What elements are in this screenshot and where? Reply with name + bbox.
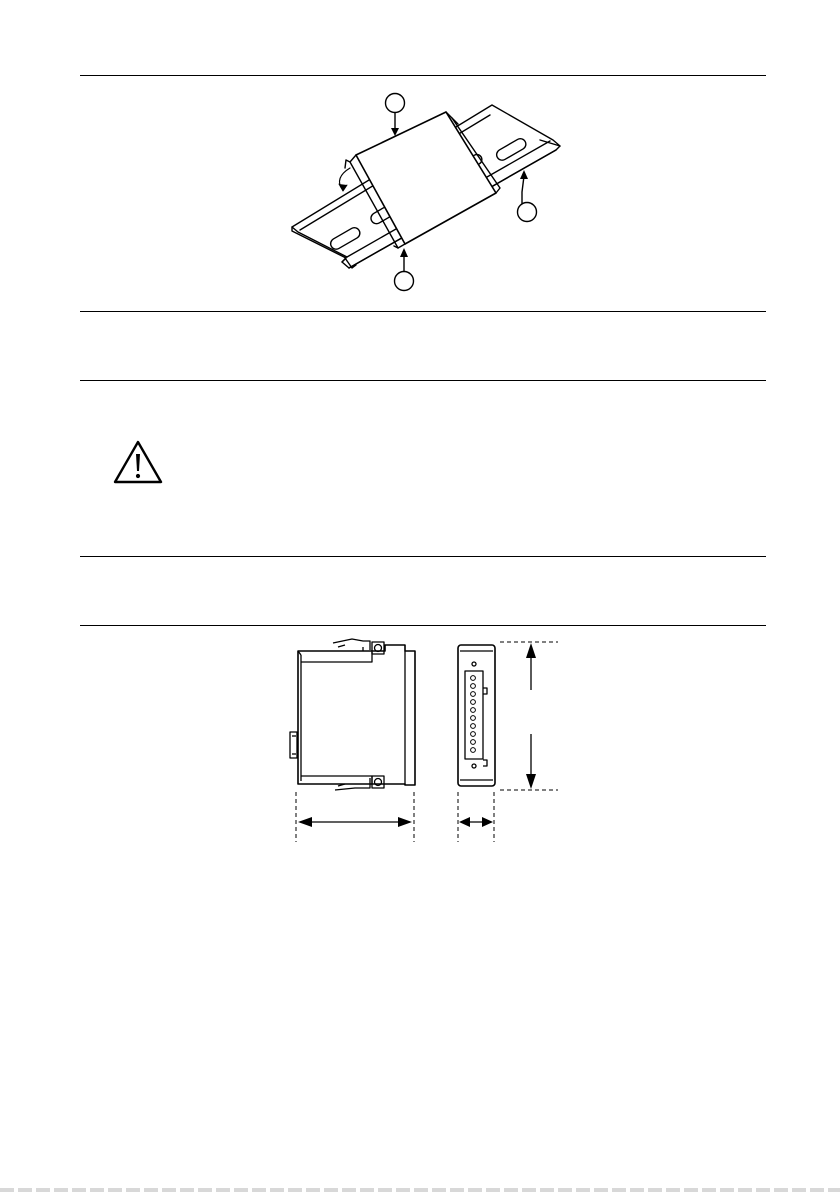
dimension-arrow-icon	[526, 643, 536, 789]
callout-1	[386, 94, 405, 137]
section-rule-1	[80, 75, 766, 76]
section-rule-5	[80, 625, 766, 626]
din-rail-mounting-figure	[270, 80, 590, 300]
section-rule-3	[80, 380, 766, 381]
callout-circle	[386, 94, 405, 113]
section-rule-4	[80, 556, 766, 557]
callout-3	[395, 248, 414, 291]
caution-triangle-icon	[112, 439, 164, 485]
section-rule-2	[80, 311, 766, 312]
callout-2	[518, 170, 537, 222]
dimension-arrow-icon	[459, 817, 493, 827]
callout-circle	[395, 272, 414, 291]
dimension-arrow-icon	[298, 817, 412, 827]
page-bottom-edge	[0, 1188, 840, 1192]
module-side-view	[290, 639, 415, 790]
rotate-arrow-icon	[339, 168, 350, 191]
callout-circle	[518, 203, 537, 222]
module-front-view	[458, 645, 495, 786]
callout-arrow-icon	[522, 176, 524, 203]
module-dimension-figure	[275, 630, 575, 845]
